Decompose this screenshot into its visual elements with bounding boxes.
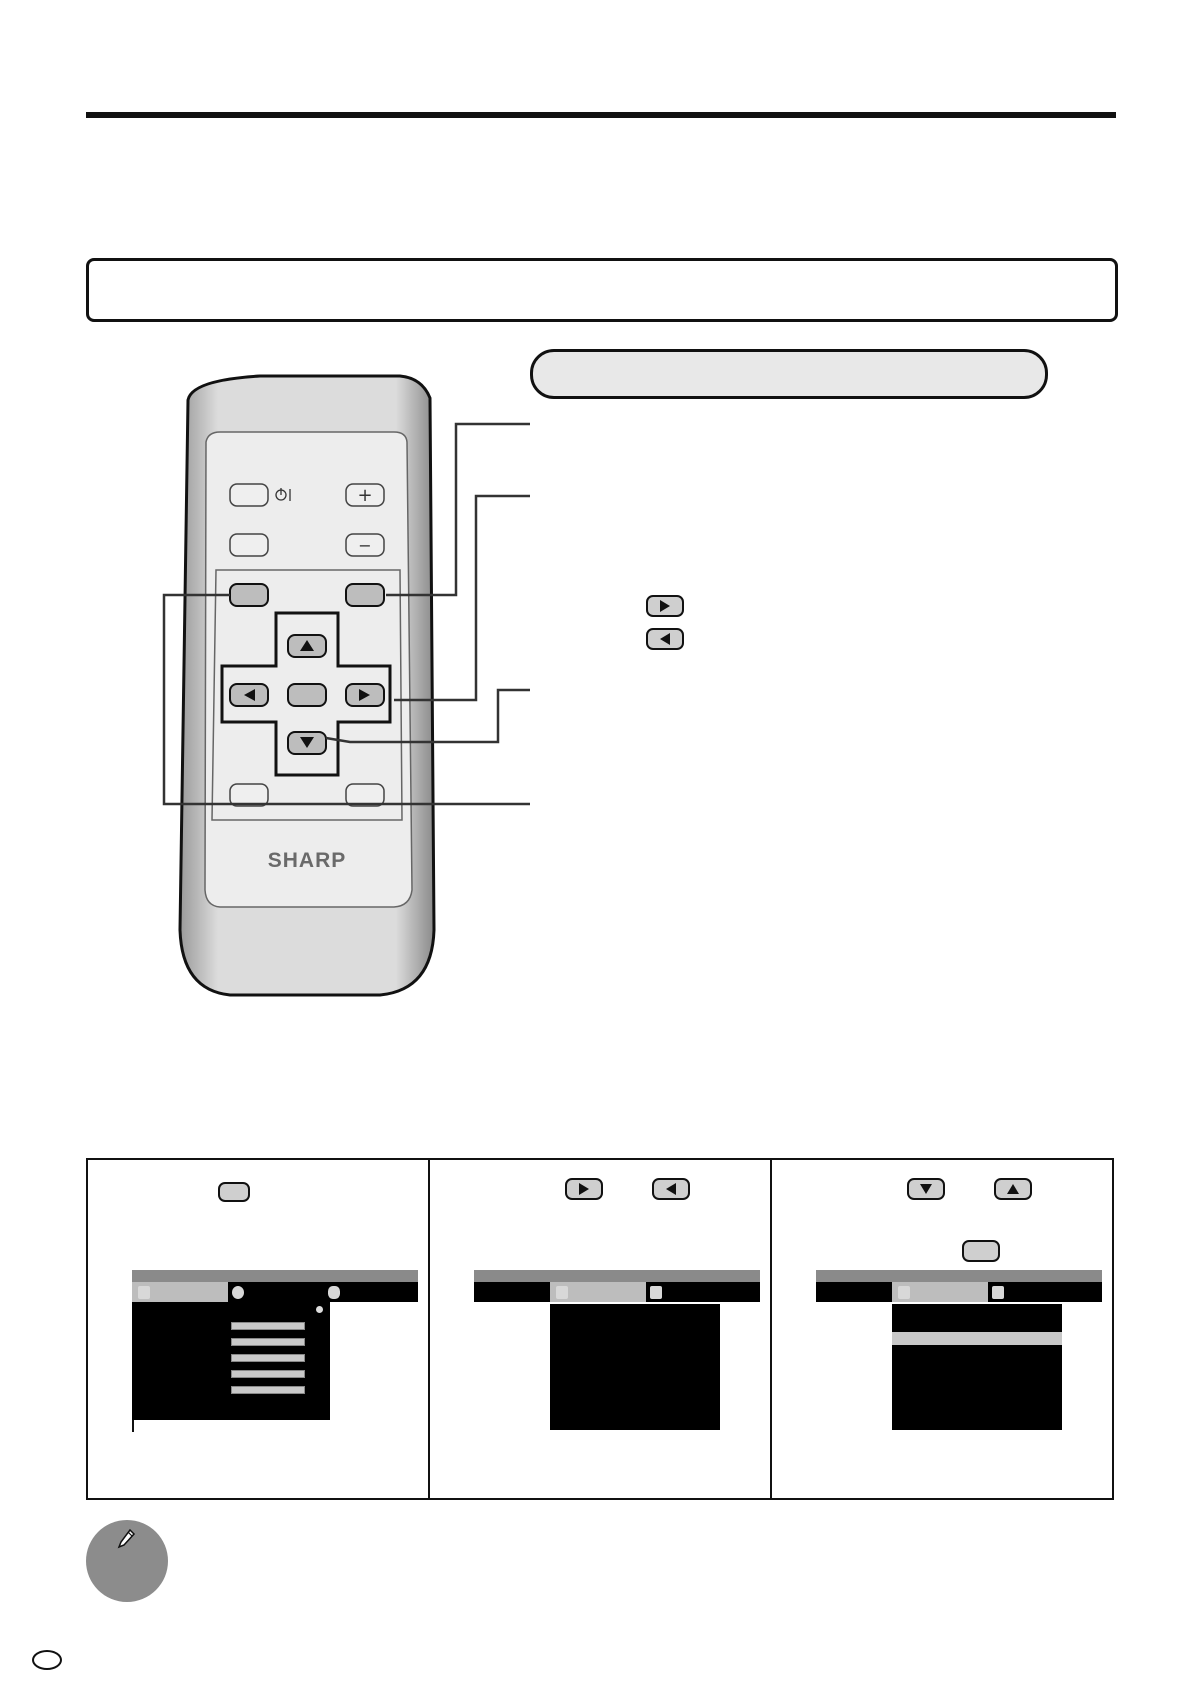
screen-tab-row [474,1282,760,1302]
steps-divider-1 [428,1158,430,1500]
setup-tab-icon [992,1286,1004,1299]
section-header-box [86,258,1118,322]
picture-menu-panel [132,1302,330,1420]
remote-function-header [530,349,1048,399]
screen-title-bar [132,1270,418,1282]
tab-picture [132,1282,228,1302]
slider-1 [231,1322,305,1330]
left-arrow-icon [666,1183,676,1195]
step1-menu-button [218,1182,250,1202]
pencil-icon [116,1528,136,1550]
step2-screen [474,1270,760,1432]
screen-title-bar [474,1270,760,1282]
step2-left-button [652,1178,690,1200]
screen-title-bar [816,1270,1102,1282]
right-arrow-icon [579,1183,589,1195]
inline-right-button [646,595,684,617]
screen-tab-row [816,1282,1102,1302]
tab-sound [892,1282,988,1302]
up-arrow-icon [1007,1184,1019,1194]
slider-5 [231,1386,305,1394]
steps-divider-2 [770,1158,772,1500]
step2-right-button [565,1178,603,1200]
picture-tab-icon [138,1286,150,1299]
top-rule [86,112,1116,118]
setup-tab-icon [650,1286,662,1299]
sound-tab-icon [556,1286,568,1299]
step3-enter-button [962,1240,1000,1262]
sound-tab-icon [232,1286,244,1299]
inline-left-button [646,628,684,650]
slider-3 [231,1354,305,1362]
down-arrow-icon [920,1184,932,1194]
indicator-dot [316,1306,323,1313]
step1-screen-edge [132,1420,134,1432]
slider-2 [231,1338,305,1346]
sound-menu-panel [892,1304,1062,1430]
plus-label: + [357,485,373,506]
step3-screen [816,1270,1102,1432]
left-arrow-icon [660,633,670,645]
brand-logo: SHARP [267,849,347,872]
sound-menu-panel [550,1304,720,1430]
minus-label: − [358,536,372,555]
sound-tab-icon [898,1286,910,1299]
page-number-oval [32,1650,62,1670]
step3-up-button [994,1178,1032,1200]
tab-sound [550,1282,646,1302]
slider-4 [231,1370,305,1378]
callout-lines [150,410,540,810]
screen-tab-row [132,1282,418,1302]
step3-down-button [907,1178,945,1200]
note-badge [86,1520,168,1602]
selected-menu-row [892,1332,1062,1345]
setup-tab-icon [328,1286,340,1299]
right-arrow-icon [660,600,670,612]
step1-screen [132,1270,418,1432]
